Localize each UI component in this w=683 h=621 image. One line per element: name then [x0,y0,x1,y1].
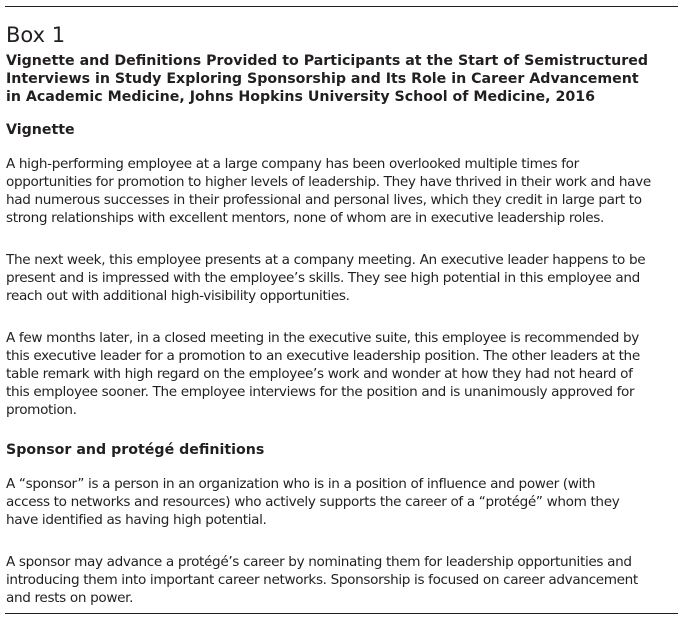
box-title-line: Vignette and Definitions Provided to Participants at the Start of Semistructured [6,53,648,69]
paragraph-line: table remark with high regard on the employee’s work and wonder at how they had not heard of [6,366,633,382]
paragraph-line: access to networks and resources) who actively supports the career of a “protégé” whom they [6,494,620,510]
paragraph-line: this employee sooner. The employee interviews for the position and is unanimously approved for [6,384,635,400]
box-title-line: Interviews in Study Exploring Sponsorship and Its Role in Career Advancement [6,71,639,87]
vignette-paragraph-2 [6,251,676,305]
paragraph-line: present and is impressed with the employee’s skills. They see high potential in this employee and [6,270,640,286]
box-title [6,52,674,106]
paragraph-line: had numerous successes in their professional and personal lives, which they credit in large part to [6,192,642,208]
paragraph-line: reach out with additional high-visibility opportunities. [6,288,350,304]
definitions-paragraph-2 [6,553,676,607]
vignette-paragraph-1 [6,155,676,227]
box-label: Box 1 [6,23,66,47]
vignette-paragraph-3 [6,329,676,419]
definitions-heading: Sponsor and protégé definitions [6,442,265,458]
paragraph-line: A high-performing employee at a large company has been overlooked multiple times for [6,156,579,172]
paragraph-line: A “sponsor” is a person in an organization who is in a position of influence and power (with [6,476,596,492]
box-title-line: in Academic Medicine, Johns Hopkins University School of Medicine, 2016 [6,89,595,105]
paragraph-line: have identified as having high potential. [6,512,267,528]
paragraph-line: this executive leader for a promotion to an executive leadership position. The other leaders at the [6,348,640,364]
definitions-paragraph-1 [6,475,676,529]
paragraph-line: A few months later, in a closed meeting in the executive suite, this employee is recommended by [6,330,639,346]
box-container [5,6,678,614]
paragraph-line: promotion. [6,402,77,418]
vignette-heading: Vignette [6,122,75,138]
paragraph-line: introducing them into important career networks. Sponsorship is focused on career advancement [6,572,638,588]
paragraph-line: A sponsor may advance a protégé’s career by nominating them for leadership opportunities and [6,554,632,570]
paragraph-line: and rests on power. [6,590,134,606]
paragraph-line: strong relationships with excellent mentors, none of whom are in executive leadership roles. [6,210,604,226]
paragraph-line: opportunities for promotion to higher levels of leadership. They have thrived in their work and have [6,174,651,190]
paragraph-line: The next week, this employee presents at a company meeting. An executive leader happens to be [6,252,646,268]
